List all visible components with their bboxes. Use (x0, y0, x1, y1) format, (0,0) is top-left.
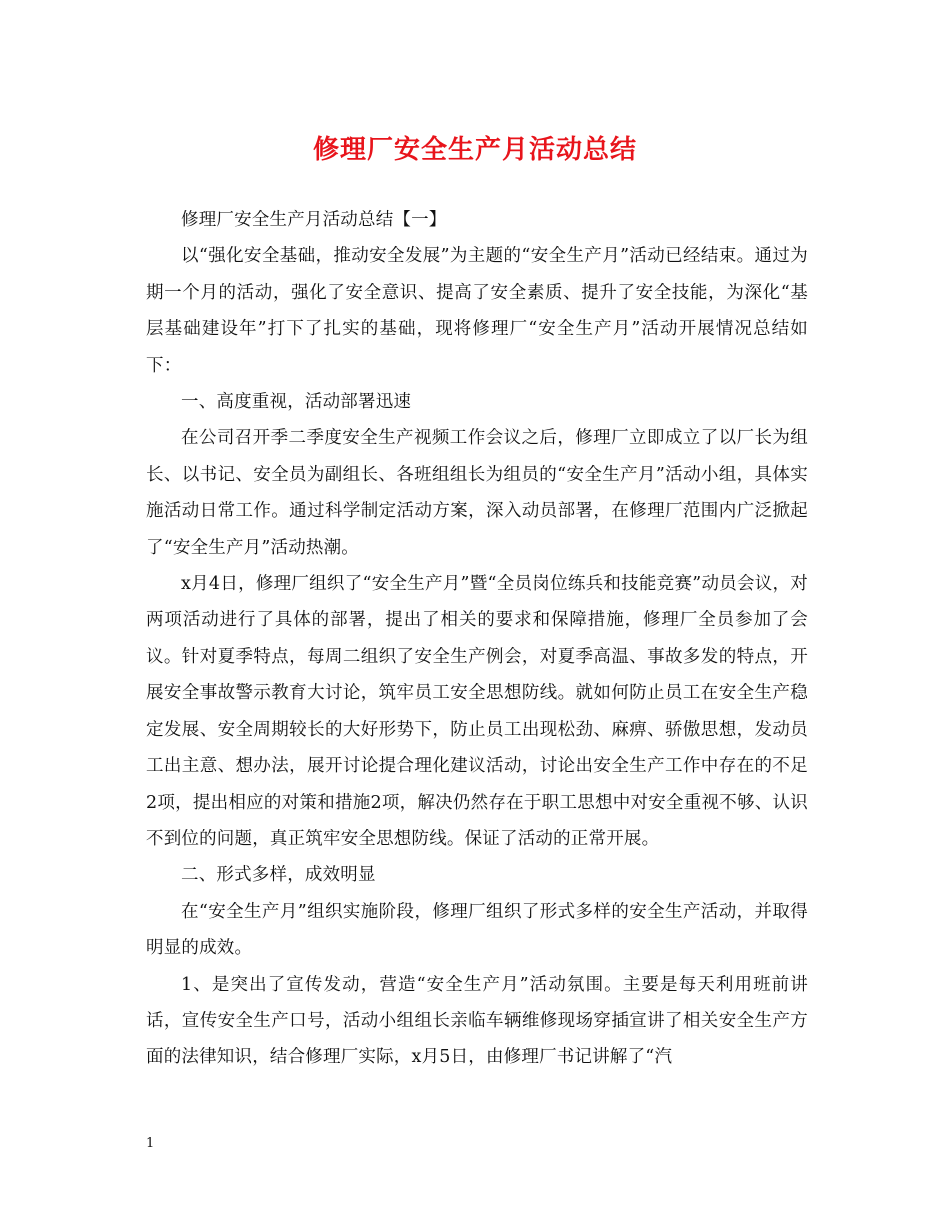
intro-paragraph: 以“强化安全基础，推动安全发展”为主题的“安全生产月”活动已经结束。通过为期一个月的活动，强化了安全意识、提高了安全素质、提升了安全技能，为深化“基层基础建设年”打下了扎实的基础，现将修理厂“安全生产月”活动开展情况总结如下： (146, 246, 808, 376)
paragraph-implementation: 在“安全生产月”组织实施阶段，修理厂组织了形式多样的安全生产活动，并取得明显的成效。 (146, 901, 808, 959)
paragraph-publicity: 1、是突出了宣传发动，营造“安全生产月”活动氛围。主要是每天利用班前讲话，宣传安全生产口号，活动小组组长亲临车辆维修现场穿插宣讲了相关安全生产方面的法律知识，结合修理厂实际，x月5日，由修理厂书记讲解了“汽 (146, 974, 808, 1068)
paragraph-organization: 在公司召开季二季度安全生产视频工作会议之后，修理厂立即成立了以厂长为组长、以书记、安全员为副组长、各班组组长为组员的“安全生产月”活动小组，具体实施活动日常工作。通过科学制定活动方案，深入动员部署，在修理厂范围内广泛掀起了“安全生产月”活动热潮。 (146, 428, 808, 558)
page-number: 1 (146, 1136, 155, 1151)
section-heading-two: 二、形式多样，成效明显 (181, 865, 376, 886)
document-body (146, 202, 808, 1076)
document-title: 修理厂安全生产月活动总结 (312, 135, 637, 165)
section-heading-one: 一、高度重视，活动部署迅速 (181, 392, 412, 413)
section-heading-part-one: 修理厂安全生产月活动总结【一】 (181, 210, 447, 230)
paragraph-meeting: x月4日，修理厂组织了“安全生产月”暨“全员岗位练兵和技能竞赛”动员会议，对两项活动进行了具体的部署，提出了相关的要求和保障措施，修理厂全员参加了会议。针对夏季特点，每周二组织了安全生产例会，对夏季高温、事故多发的特点，开展安全事故警示教育大讨论，筑牢员工安全思想防线。就如何防止员工在安全生产稳定发展、安全周期较长的大好形势下，防止员工出现松劲、麻痹、骄傲思想，发动员工出主意、想办法，展开讨论提合理化建议活动，讨论出安全生产工作中存在的不足2项，提出相应的对策和措施2项，解决仍然存在于职工思想中对安全重视不够、认识不到位的问题，真正筑牢安全思想防线。保证了活动的正常开展。 (146, 574, 808, 849)
